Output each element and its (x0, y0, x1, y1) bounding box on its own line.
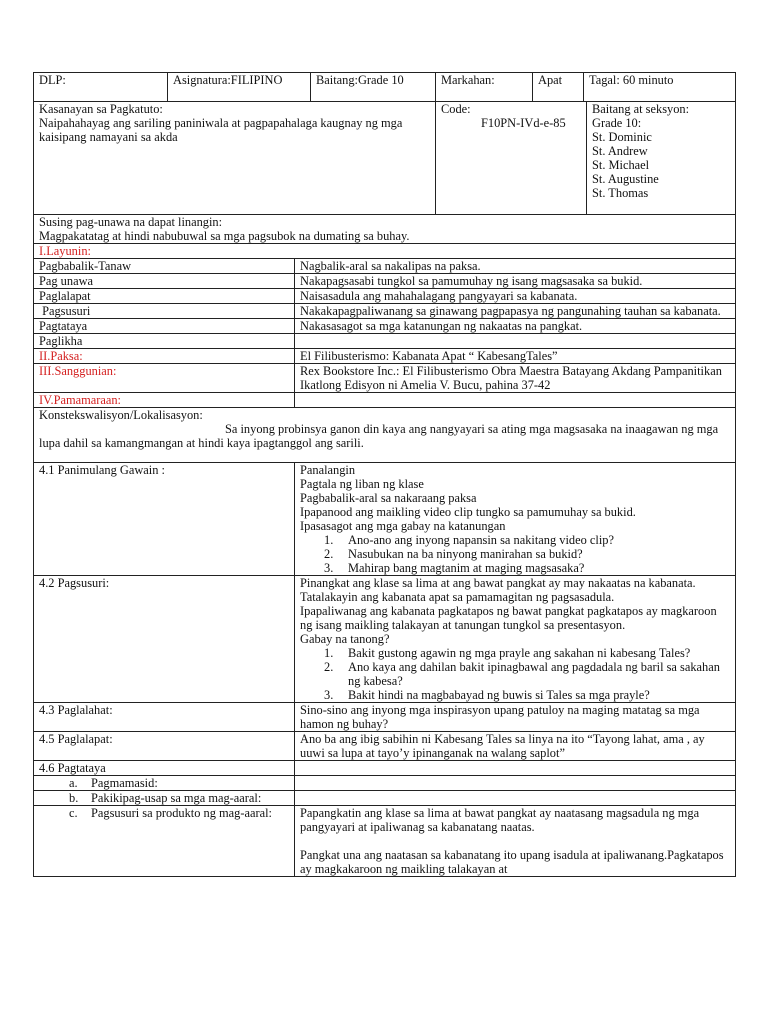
panimula-line: Pagbabalik-aral sa nakaraang paksa (300, 491, 477, 505)
paksa-value: El Filibusterismo: Kabanata Apat “ KabesangTales” (295, 349, 736, 364)
code-label: Code: (441, 102, 471, 116)
code-value: F10PN-IVd-e-85 (481, 116, 566, 130)
paglalahat-value: Sino-sino ang inyong mga inspirasyon upang patuloy na maging matatag sa mga hamon ng buhay? (295, 703, 736, 732)
paglalapat-value: Ano ba ang ibig sabihin ni Kabesang Tales sa linya na ito “Tayong lahat, ama , ay uuwi sa lupa at tayo’y ipinanganak na walang saplot” (295, 732, 736, 761)
competency-label: Kasanayan sa Pagkatuto: (39, 102, 163, 116)
pamamaraan-heading: IV.Pamamaraan: (34, 393, 295, 408)
list-item: 1. Ano-ano ang inyong napansin sa nakitang video clip? (324, 533, 614, 547)
pagtataya-c-text: Papangkatin ang klase sa lima at bawat pangkat ay naatasang magsadula ng mga pangyayari at ipaliwanag sa kabanatang naatas. (300, 806, 700, 834)
susing-text: Magpakatatag at hindi nabubuwal sa mga pagsubok na dumating sa buhay. (39, 229, 410, 243)
pagsusuri-line: Ipapaliwanag ang kabanata pagkatapos ng bawat pangkat pagkatapos ay magkaroon ng isang maikling talakayan at tanungan tungkol sa presentasyon. (300, 604, 717, 632)
header-table (33, 72, 736, 102)
spacer (300, 834, 730, 848)
layunin-row-label: Pagsusuri (34, 304, 295, 319)
pagtataya-item-value (295, 806, 736, 877)
baitang-cell: Baitang:Grade 10 (311, 73, 436, 102)
panimula-line: Panalangin (300, 463, 356, 477)
paksa-heading: II.Paksa: (34, 349, 295, 364)
konteks-cell (34, 408, 736, 463)
layunin-row-label: Pagtataya (34, 319, 295, 334)
dlp-cell: DLP: (34, 73, 168, 102)
layunin-row-label: Paglalapat (34, 289, 295, 304)
sanggunian-heading: III.Sanggunian: (34, 364, 295, 393)
pagtataya-empty (295, 761, 736, 776)
competency-table (33, 101, 736, 215)
layunin-row-value (295, 334, 736, 349)
panimula-content (295, 463, 736, 576)
pagtataya-item: a. Pagmamasid: (34, 776, 295, 791)
competency-text: Naipahahayag ang sariling paniniwala at pagpapahalaga kaugnay ng mga kaisipang namayani sa akda (39, 116, 403, 144)
section-cell (587, 102, 736, 215)
konteks-text: Sa inyong probinsya ganon din kaya ang nangyayari sa ating mga magsasaka na inaagawan ng mga lupa dahil sa kamangmangan at hindi kaya ipagtanggol ang sarili. (39, 422, 719, 450)
pagtataya-item: c. Pagsusuri sa produkto ng mag-aaral: (34, 806, 295, 877)
panimula-line: Pagtala ng liban ng klase (300, 477, 424, 491)
sanggunian-value: Rex Bookstore Inc.: El Filibusterismo Obra Maestra Batayang Akdang Pampanitikan Ikatlong Edisyon ni Amelia V. Bucu, pahina 37-42 (295, 364, 736, 393)
section-item: St. Thomas (592, 186, 649, 200)
layunin-row-value: Nakasasagot sa mga katanungan ng nakaatas na pangkat. (295, 319, 736, 334)
pagtataya-item-value (295, 776, 736, 791)
pagsusuri-line: Pinangkat ang klase sa lima at ang bawat pangkat ay may nakaatas na kabanata. (300, 576, 696, 590)
panimula-questions (300, 533, 730, 575)
pagtataya-label: 4.6 Pagtataya (34, 761, 295, 776)
pagsusuri-label: 4.2 Pagsusuri: (34, 576, 295, 703)
asignatura-cell: Asignatura:FILIPINO (168, 73, 311, 102)
tagal-cell: Tagal: 60 minuto (584, 73, 736, 102)
pagsusuri-questions (300, 646, 730, 702)
pamamaraan-empty (295, 393, 736, 408)
layunin-row-value: Nakapagsasabi tungkol sa pamumuhay ng isang magsasaka sa bukid. (295, 274, 736, 289)
list-item: 3. Mahirap bang magtanim at maging magsasaka? (324, 561, 585, 575)
markahan-label: Markahan: (436, 73, 533, 102)
body-table (33, 214, 736, 877)
section-item: Grade 10: (592, 116, 642, 130)
list-item: 1. Bakit gustong agawin ng mga prayle ang sakahan ni kabesang Tales? (324, 646, 691, 660)
competency-cell (34, 102, 436, 215)
list-item: 2. Nasubukan na ba ninyong manirahan sa bukid? (324, 547, 583, 561)
lesson-plan-page (33, 72, 735, 877)
layunin-row-label: Pagbabalik-Tanaw (34, 259, 295, 274)
pagsusuri-line: Tatalakayin ang kabanata apat sa pamamagitan ng pagsasadula. (300, 590, 615, 604)
section-item: St. Augustine (592, 172, 659, 186)
list-item: 2. Ano kaya ang dahilan bakit ipinagbawal ang pagdadala ng baril sa sakahan ng kabesa? (324, 660, 720, 688)
markahan-value: Apat (533, 73, 584, 102)
layunin-row-value: Naisasadula ang mahahalagang pangyayari sa kabanata. (295, 289, 736, 304)
section-label: Baitang at seksyon: (592, 102, 690, 116)
section-item: St. Dominic (592, 130, 652, 144)
paglalahat-label: 4.3 Paglalahat: (34, 703, 295, 732)
panimula-label: 4.1 Panimulang Gawain : (34, 463, 295, 576)
paglalapat-label: 4.5 Paglalapat: (34, 732, 295, 761)
layunin-row-label: Pag unawa (34, 274, 295, 289)
layunin-heading: I.Layunin: (34, 244, 736, 259)
pagtataya-item-value (295, 791, 736, 806)
konteks-label: Konstekswalisyon/Lokalisasyon: (39, 408, 203, 422)
list-item: 3. Bakit hindi na magbabayad ng buwis si Tales sa mga prayle? (324, 688, 650, 702)
section-item: St. Michael (592, 158, 650, 172)
susing-cell (34, 215, 736, 244)
susing-label: Susing pag-unawa na dapat linangin: (39, 215, 223, 229)
section-item: St. Andrew (592, 144, 648, 158)
panimula-line: Ipasasagot ang mga gabay na katanungan (300, 519, 506, 533)
layunin-row-value: Nagbalik-aral sa nakalipas na paksa. (295, 259, 736, 274)
pagsusuri-content (295, 576, 736, 703)
layunin-row-value: Nakakapagpaliwanang sa ginawang pagpapasya ng pangunahing tauhan sa kabanata. (295, 304, 736, 319)
pagsusuri-line: Gabay na tanong? (300, 632, 390, 646)
panimula-line: Ipapanood ang maikling video clip tungko sa pamumuhay sa bukid. (300, 505, 636, 519)
pagtataya-c-text2: Pangkat una ang naatasan sa kabanatang ito upang isadula at ipaliwanang.Pagkatapos ay magkakaroon ng maikling talakayan at (300, 848, 724, 876)
layunin-row-label: Paglikha (34, 334, 295, 349)
code-cell (436, 102, 587, 215)
pagtataya-item: b. Pakikipag-usap sa mga mag-aaral: (34, 791, 295, 806)
